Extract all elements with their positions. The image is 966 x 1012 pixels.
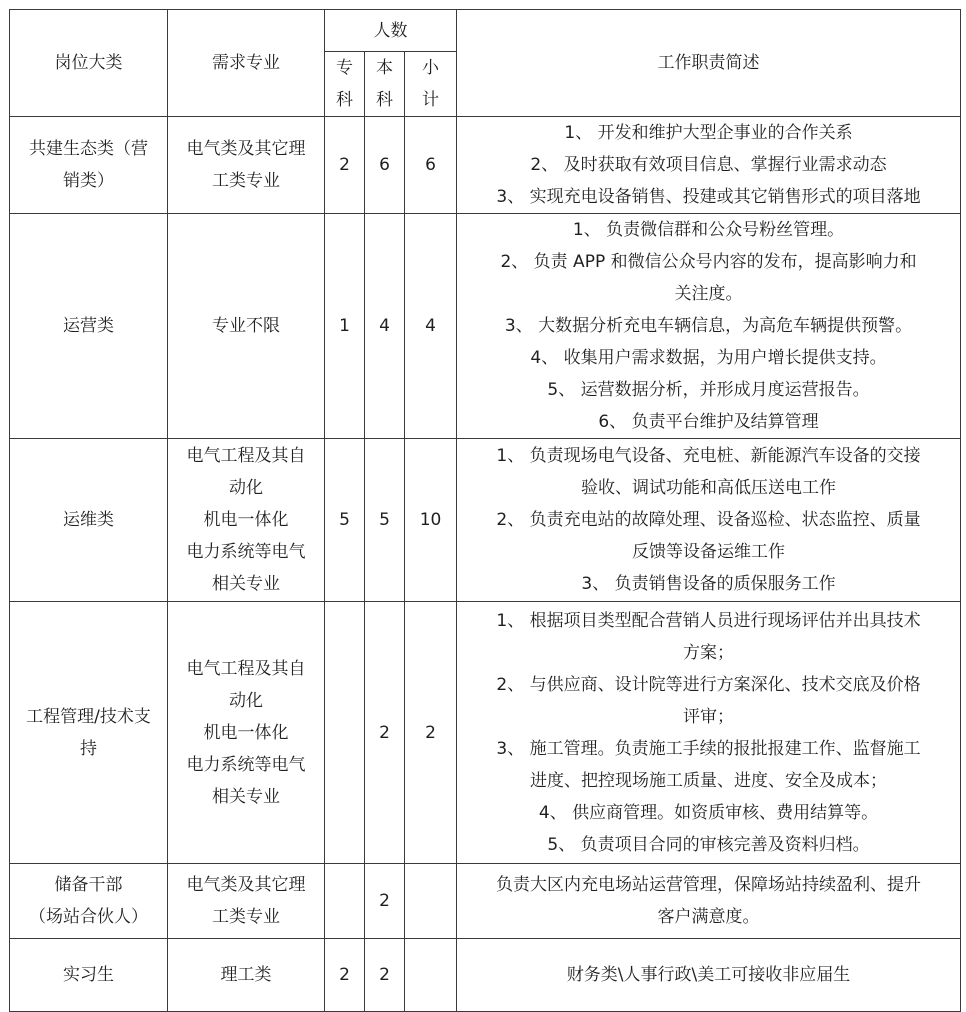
major-cell-line: 专业不限 xyxy=(212,316,280,336)
subtotal-count-cell: 4 xyxy=(405,214,457,439)
subtotal-count-cell: 10 xyxy=(405,439,457,602)
header-subtotal xyxy=(405,52,457,117)
benke-count-cell: 6 xyxy=(365,117,405,214)
duties-cell-line: 6、 负责平台维护及结算管理 xyxy=(598,412,819,432)
table-row xyxy=(10,864,961,939)
duties-cell-line: 负责大区内充电场站运营管理，保障场站持续盈利、提升 xyxy=(496,875,922,895)
zhuanke-count-cell xyxy=(325,864,365,939)
zhuanke-count-cell: 2 xyxy=(325,117,365,214)
major-cell-line: 动化 xyxy=(229,690,263,711)
category-cell-line: 持 xyxy=(80,738,97,759)
header-benke-char: 本 xyxy=(376,58,393,78)
duties-cell xyxy=(457,939,961,1012)
duties-cell xyxy=(457,439,961,602)
duties-cell-line: 评审； xyxy=(683,706,735,727)
duties-cell-line: 3、 负责销售设备的质保服务工作 xyxy=(581,574,836,594)
major-cell-line: 机电一体化 xyxy=(203,510,289,530)
zhuanke-count-cell: 5 xyxy=(325,439,365,602)
header-category: 岗位大类 xyxy=(10,10,168,117)
benke-count-cell: 2 xyxy=(365,864,405,939)
header-major: 需求专业 xyxy=(168,10,325,117)
subtotal-count-cell xyxy=(405,939,457,1012)
header-subtotal-char: 小 xyxy=(422,58,440,78)
table-row xyxy=(10,117,961,214)
category-cell xyxy=(10,602,168,864)
header-subtotal-char: 计 xyxy=(422,90,440,110)
major-cell-line: 机电一体化 xyxy=(203,722,289,743)
duties-cell-line: 4、 收集用户需求数据，为用户增长提供支持。 xyxy=(530,348,887,368)
duties-cell-line: 1、 根据项目类型配合营销人员进行现场评估并出具技术 xyxy=(496,610,921,631)
major-cell xyxy=(168,602,325,864)
major-cell-line: 动化 xyxy=(229,478,263,498)
major-cell-line: 电气工程及其自 xyxy=(186,658,306,679)
duties-cell-line: 财务类\人事行政\美工可接收非应届生 xyxy=(566,965,851,985)
duties-cell xyxy=(457,864,961,939)
duties-cell-line: 2、 与供应商、设计院等进行方案深化、技术交底及价格 xyxy=(496,674,921,695)
category-cell-line: 实习生 xyxy=(63,965,114,985)
header-benke xyxy=(365,52,405,117)
duties-cell-line: 方案； xyxy=(683,642,735,663)
category-cell xyxy=(10,117,168,214)
table-row xyxy=(10,214,961,439)
header-row-1 xyxy=(10,10,961,52)
major-cell-line: 工类专业 xyxy=(212,171,280,191)
major-cell-line: 电气类及其它理 xyxy=(186,139,306,159)
subtotal-count-cell: 6 xyxy=(405,117,457,214)
category-cell xyxy=(10,939,168,1012)
category-cell-line: （场站合伙人） xyxy=(29,907,148,927)
duties-cell-line: 2、 及时获取有效项目信息、掌握行业需求动态 xyxy=(530,155,887,175)
duties-cell-line: 进度、把控现场施工质量、进度、安全及成本； xyxy=(530,770,888,791)
header-benke-char: 科 xyxy=(376,90,393,110)
category-cell-line: 储备干部 xyxy=(54,875,123,895)
duties-cell xyxy=(457,117,961,214)
duties-cell xyxy=(457,214,961,439)
duties-cell-line: 1、 负责微信群和公众号粉丝管理。 xyxy=(572,220,845,240)
category-cell-line: 工程管理/技术支 xyxy=(26,706,151,727)
duties-cell-line: 5、 运营数据分析，并形成月度运营报告。 xyxy=(547,380,870,400)
category-cell xyxy=(10,864,168,939)
table-row xyxy=(10,439,961,602)
major-cell-line: 相关专业 xyxy=(212,574,280,594)
duties-cell-line: 3、 施工管理。负责施工手续的报批报建工作、监督施工 xyxy=(496,738,921,759)
zhuanke-count-cell: 2 xyxy=(325,939,365,1012)
job-requirements-table xyxy=(9,9,961,1012)
major-cell-line: 相关专业 xyxy=(212,786,280,807)
header-count: 人数 xyxy=(325,10,457,52)
duties-cell-line: 4、 供应商管理。如资质审核、费用结算等。 xyxy=(538,802,879,823)
category-cell-line: 运维类 xyxy=(63,510,114,530)
header-duties: 工作职责简述 xyxy=(457,10,961,117)
subtotal-count-cell: 2 xyxy=(405,602,457,864)
major-cell xyxy=(168,214,325,439)
category-cell xyxy=(10,214,168,439)
major-cell-line: 电气工程及其自 xyxy=(186,446,306,466)
major-cell-line: 工类专业 xyxy=(212,907,280,927)
major-cell-line: 电力系统等电气 xyxy=(186,754,306,775)
duties-cell-line: 2、 负责充电站的故障处理、设备巡检、状态监控、质量 xyxy=(496,510,921,530)
duties-cell-line: 关注度。 xyxy=(674,284,743,304)
subtotal-count-cell xyxy=(405,864,457,939)
duties-cell-line: 客户满意度。 xyxy=(657,907,760,927)
zhuanke-count-cell: 1 xyxy=(325,214,365,439)
category-cell-line: 共建生态类（营 xyxy=(29,139,148,159)
duties-cell-line: 1、 负责现场电气设备、充电桩、新能源汽车设备的交接 xyxy=(496,446,921,466)
duties-cell-line: 3、 实现充电设备销售、投建或其它销售形式的项目落地 xyxy=(496,187,921,207)
major-cell xyxy=(168,864,325,939)
header-zhuanke-char: 专 xyxy=(336,58,353,78)
category-cell-line: 运营类 xyxy=(63,316,114,336)
benke-count-cell: 5 xyxy=(365,439,405,602)
major-cell-line: 电力系统等电气 xyxy=(186,542,306,562)
duties-cell-line: 反馈等设备运维工作 xyxy=(632,542,786,562)
table-row xyxy=(10,939,961,1012)
duties-cell-line: 3、 大数据分析充电车辆信息，为高危车辆提供预警。 xyxy=(504,316,913,336)
major-cell-line: 电气类及其它理 xyxy=(186,875,306,895)
header-zhuanke-char: 科 xyxy=(336,90,353,110)
duties-cell xyxy=(457,602,961,864)
major-cell xyxy=(168,439,325,602)
zhuanke-count-cell xyxy=(325,602,365,864)
table-row xyxy=(10,602,961,864)
benke-count-cell: 4 xyxy=(365,214,405,439)
benke-count-cell: 2 xyxy=(365,939,405,1012)
major-cell xyxy=(168,939,325,1012)
major-cell-line: 理工类 xyxy=(220,965,272,985)
duties-cell-line: 验收、调试功能和高低压送电工作 xyxy=(581,478,837,498)
duties-cell-line: 1、 开发和维护大型企事业的合作关系 xyxy=(564,123,853,143)
header-zhuanke xyxy=(325,52,365,117)
major-cell xyxy=(168,117,325,214)
category-cell xyxy=(10,439,168,602)
duties-cell-line: 5、 负责项目合同的审核完善及资料归档。 xyxy=(547,834,870,855)
duties-cell-line: 2、 负责 APP 和微信公众号内容的发布，提高影响力和 xyxy=(500,252,917,272)
benke-count-cell: 2 xyxy=(365,602,405,864)
category-cell-line: 销类） xyxy=(63,171,114,191)
